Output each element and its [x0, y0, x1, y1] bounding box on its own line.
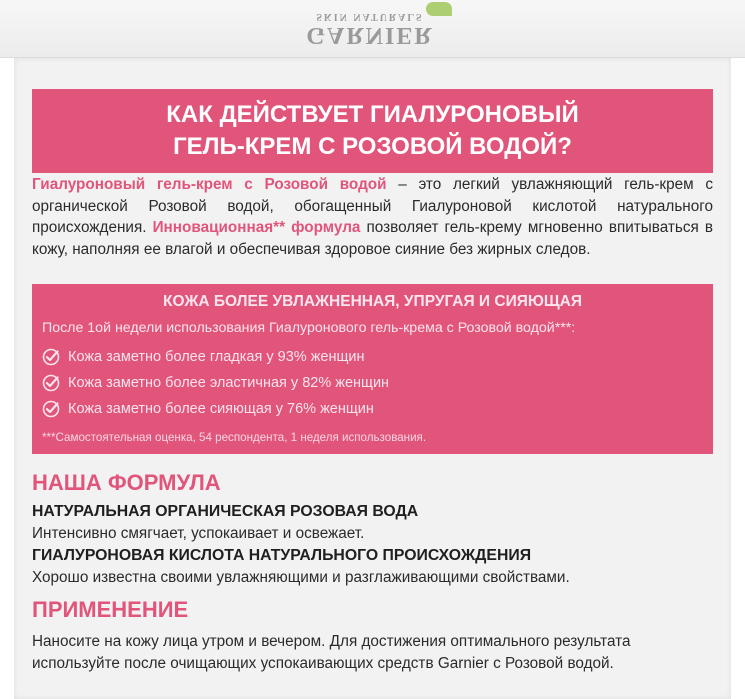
ingredient-2-desc: Хорошо известна своими увлажняющими и разглаживающими свойствами. [32, 569, 570, 586]
intro-highlight-product: Гиалуроновый гель-крем с Розовой водой [32, 176, 387, 193]
result-item [42, 374, 702, 396]
result-item-text: Кожа заметно более гладкая у 93% женщин [68, 349, 365, 365]
header-line-2: ГЕЛЬ-КРЕМ С РОЗОВОЙ ВОДОЙ? [173, 133, 572, 160]
ingredient-1-desc: Интенсивно смягчает, успокаивает и освежает. [32, 525, 365, 542]
intro-highlight-formula: Инновационная** формула [152, 219, 361, 236]
check-circle-icon [42, 400, 60, 418]
result-item-text: Кожа заметно более эластичная у 82% женщин [68, 375, 390, 391]
box-top-flap [0, 0, 745, 58]
intro-paragraph [32, 174, 713, 260]
results-box [32, 284, 713, 454]
results-title: КОЖА БОЛЕЕ УВЛАЖНЕННАЯ, УПРУГАЯ И СИЯЮЩАЯ [163, 293, 582, 310]
result-item [42, 348, 702, 370]
check-circle-icon [42, 348, 60, 366]
brand-logo-text: GARNIER [306, 22, 434, 48]
results-footnote: ***Самостоятельная оценка, 54 респондента, 1 неделя использования. [42, 431, 427, 444]
check-circle-icon [42, 374, 60, 392]
formula-title: НАША ФОРМУЛА [32, 470, 221, 495]
brand-logo-mirrored [200, 8, 540, 48]
ingredient-2-name: ГИАЛУРОНОВАЯ КИСЛОТА НАТУРАЛЬНОГО ПРОИСХОЖДЕНИЯ [32, 547, 532, 564]
intro-text-1: – это легкий увлажняющий гель-крем с органической Розовой водой, обогащенный Гиалуроновой кислотой натурального происхождения. [32, 176, 714, 236]
header-band [32, 89, 713, 173]
brand-logo-subtext: SKIN NATURALS [316, 11, 424, 22]
result-item [42, 400, 702, 422]
ingredient-1-name: НАТУРАЛЬНАЯ ОРГАНИЧЕСКАЯ РОЗОВАЯ ВОДА [32, 503, 419, 520]
usage-title: ПРИМЕНЕНИЕ [32, 597, 189, 622]
intro-text-2: позволяет гель-крему мгновенно впитываться в кожу, наполняя ее влагой и обеспечивая здоровое сияние без жирных следов. [32, 219, 714, 258]
result-item-text: Кожа заметно более сияющая у 76% женщин [68, 401, 374, 417]
usage-text: Наносите на кожу лица утром и вечером. Для достижения оптимального результата используйте после очищающих успокаивающих средств Garnier с Розовой водой. [32, 633, 631, 672]
results-lead: После 1ой недели использования Гиалуронового гель-крема с Розовой водой***: [42, 320, 576, 336]
header-line-1: КАК ДЕЙСТВУЕТ ГИАЛУРОНОВЫЙ [166, 101, 579, 128]
